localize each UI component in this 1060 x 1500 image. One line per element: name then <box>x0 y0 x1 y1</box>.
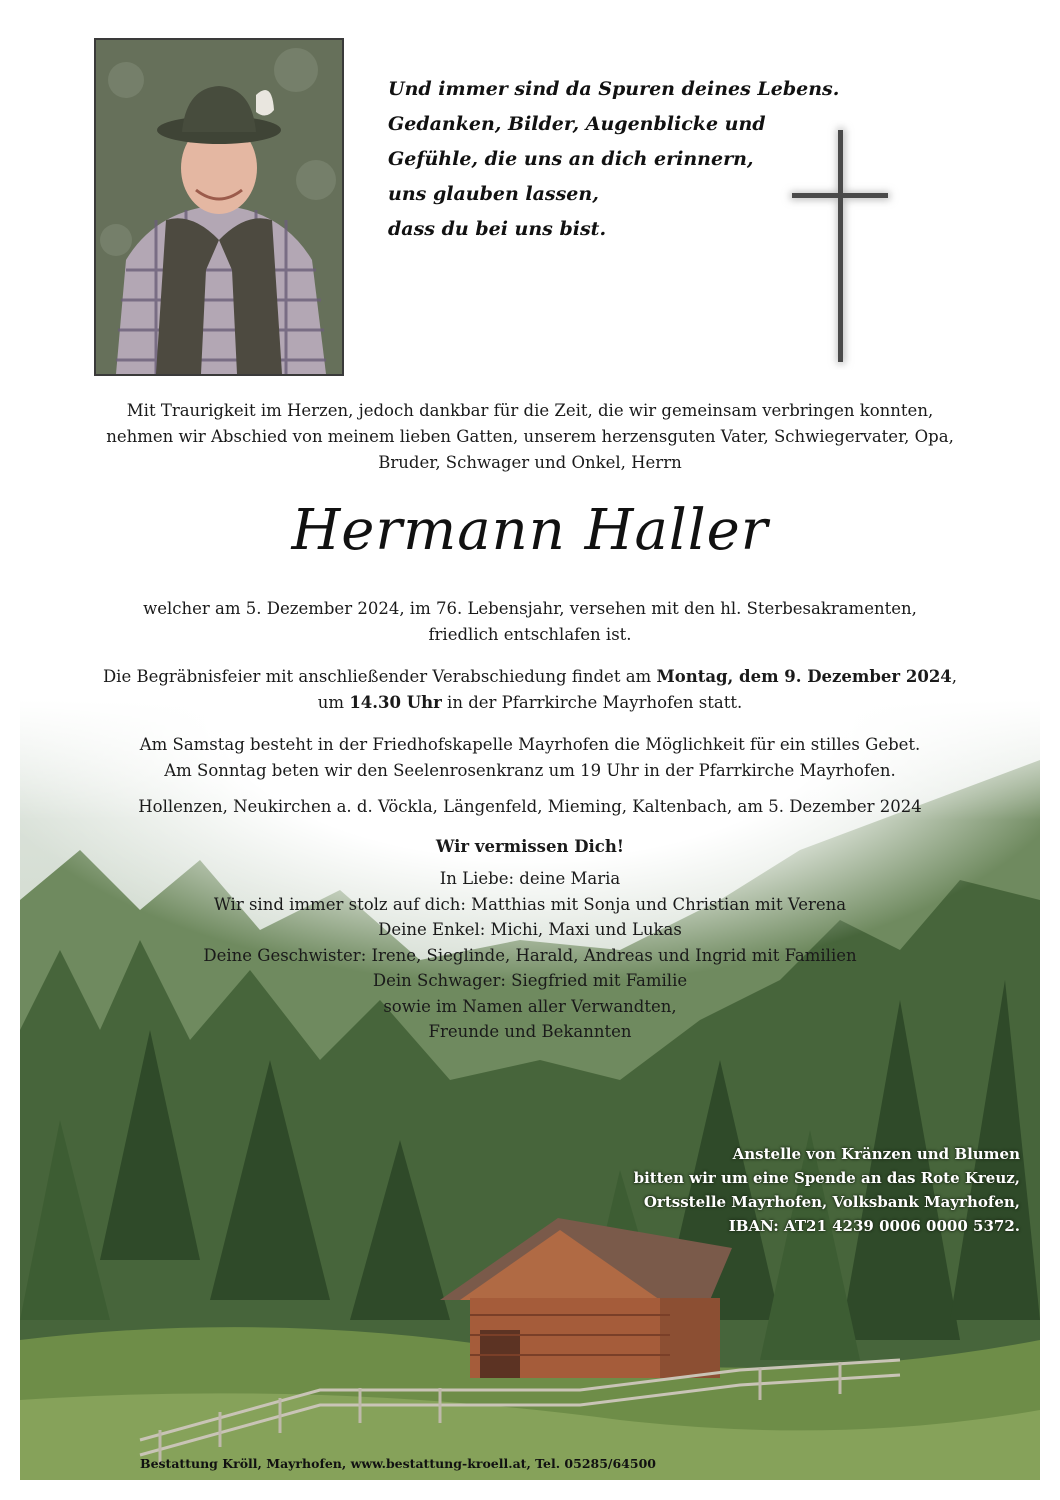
donation-notice <box>560 1142 1020 1238</box>
family-line: In Liebe: deine Maria <box>439 869 621 888</box>
funeral-info <box>60 664 1000 716</box>
intro-line: nehmen wir Abschied von meinem lieben Gatten, unserem herzensguten Vater, Schwiegervater, Opa, <box>106 427 954 446</box>
family-line: sowie im Namen aller Verwandten, <box>383 996 677 1016</box>
funeral-text: in der Pfarrkirche Mayrhofen statt. <box>441 693 743 712</box>
family-line: Deine Enkel: Michi, Maxi und Lukas <box>378 920 682 939</box>
poem-line: Gedanken, Bilder, Augenblicke und <box>388 113 766 135</box>
family-line: Deine Geschwister: Irene, Sieglinde, Harald, Andreas und Ingrid mit Familien <box>203 945 857 965</box>
donation-line: IBAN: AT21 4239 0006 0000 5372. <box>728 1217 1020 1235</box>
poem-line: uns glauben lassen, <box>388 183 599 205</box>
funeral-line-2 <box>60 690 1000 716</box>
family-line: Freunde und Bekannten <box>428 1022 632 1041</box>
intro-line: Mit Traurigkeit im Herzen, jedoch dankbar für die Zeit, die wir gemeinsam verbringen konnten, <box>126 401 934 420</box>
poem-line: Gefühle, die uns an dich erinnern, <box>388 148 754 170</box>
funeral-text: , <box>951 667 958 686</box>
intro-line: Bruder, Schwager und Onkel, Herrn <box>378 453 682 472</box>
portrait-photo <box>94 38 344 376</box>
family-line: Dein Schwager: Siegfried mit Familie <box>372 971 688 990</box>
memorial-poem <box>388 72 840 247</box>
family-list <box>60 866 1000 1045</box>
donation-line: Anstelle von Kränzen und Blumen <box>732 1145 1020 1163</box>
cross-icon <box>780 120 900 370</box>
poem-line: Und immer sind da Spuren deines Lebens. <box>388 78 840 100</box>
donation-line: bitten wir um eine Spende an das Rote Kreuz, <box>633 1169 1020 1187</box>
poem-line: dass du bei uns bist. <box>388 218 607 240</box>
funeral-text: Die Begräbnisfeier mit anschließender Verabschiedung findet am <box>102 667 657 686</box>
funeral-date: Montag, dem 9. Dezember 2024 <box>656 667 952 686</box>
deceased-name: Hermann Haller <box>291 498 769 563</box>
miss-heading: Wir vermissen Dich! <box>435 837 625 856</box>
funeral-line-1 <box>60 664 1000 690</box>
funeral-time: 14.30 Uhr <box>349 693 442 712</box>
death-line: friedlich entschlafen ist. <box>428 625 632 644</box>
death-notice <box>60 596 1000 648</box>
family-line: Wir sind immer stolz auf dich: Matthias mit Sonja und Christian mit Verena <box>213 894 847 914</box>
prayer-line: Am Sonntag beten wir den Seelenrosenkranz um 19 Uhr in der Pfarrkirche Mayrhofen. <box>164 761 896 780</box>
prayer-line: Am Samstag besteht in der Friedhofskapelle Mayrhofen die Möglichkeit für ein stilles Gebet. <box>139 735 921 754</box>
places-date: Hollenzen, Neukirchen a. d. Vöckla, Längenfeld, Mieming, Kaltenbach, am 5. Dezember 2024 <box>138 797 922 816</box>
intro-text <box>60 398 1000 476</box>
funeral-home-footer: Bestattung Kröll, Mayrhofen, www.bestattung-kroell.at, Tel. 05285/64500 <box>140 1456 656 1471</box>
death-line: welcher am 5. Dezember 2024, im 76. Lebensjahr, versehen mit den hl. Sterbesakramenten, <box>143 599 917 618</box>
funeral-text: um <box>317 693 350 712</box>
prayer-info <box>60 732 1000 784</box>
donation-line: Ortsstelle Mayrhofen, Volksbank Mayrhofen, <box>643 1193 1020 1211</box>
